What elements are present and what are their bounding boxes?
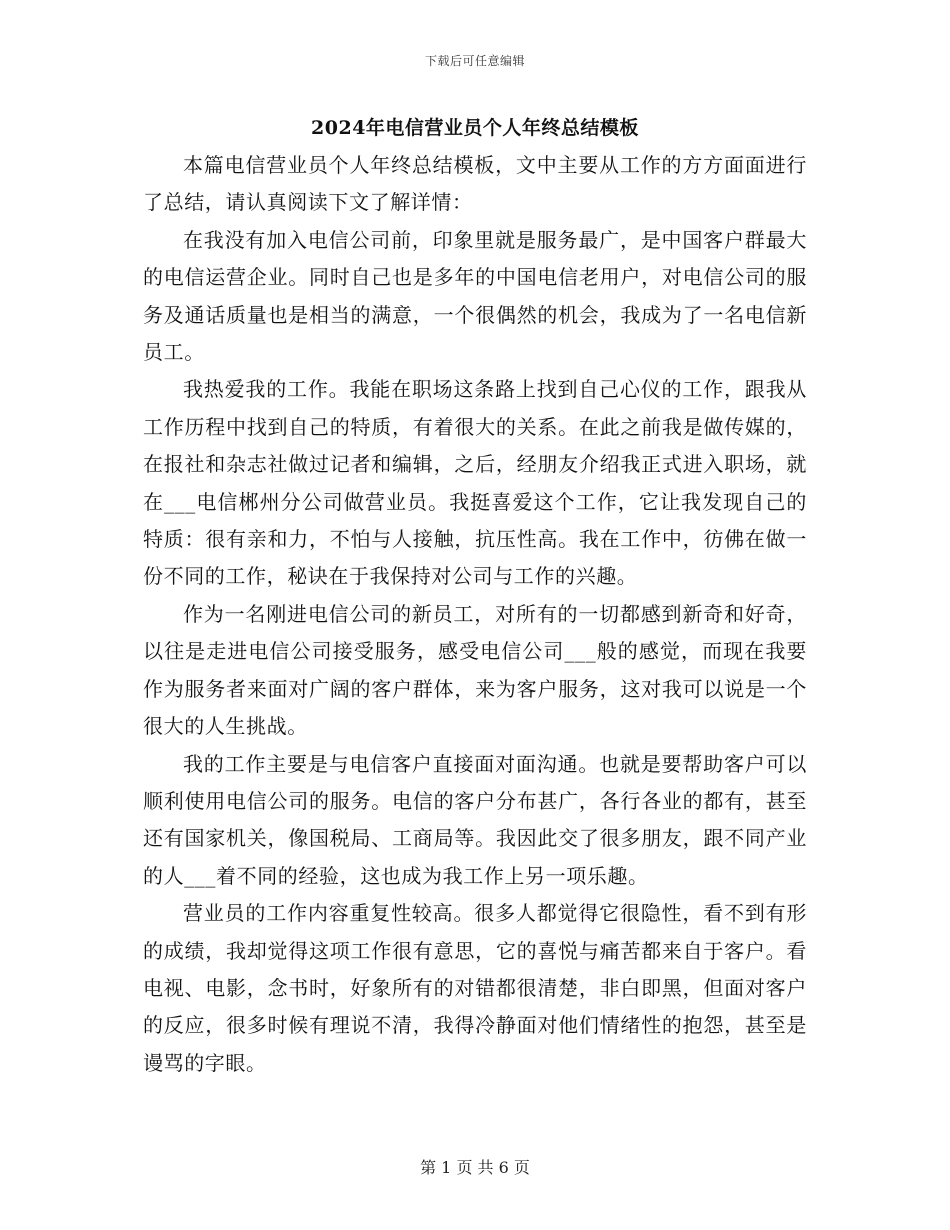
page-number-footer: 第 1 页 共 6 页: [420, 1158, 530, 1177]
paragraph-4: 我的工作主要是与电信客户直接面对面沟通。也就是要帮助客户可以顺利使用电信公司的服务。电信的客户分布甚广，各行各业的都有，甚至还有国家机关，像国税局、工商局等。我因此交了很多朋友，跟不同产业的人___着不同的经验，这也成为我工作上另一项乐趣。: [143, 751, 807, 888]
paragraph-2: 我热爱我的工作。我能在职场这条路上找到自己心仪的工作，跟我从工作历程中找到自己的特质，有着很大的关系。在此之前我是做传媒的，在报社和杂志社做过记者和编辑，之后，经朋友介绍我正式进入职场，就在___电信郴州分公司做营业员。我挺喜爱这个工作，它让我发现自己的特质：很有亲和力，不怕与人接触，抗压性高。我在工作中，彷佛在做一份不同的工作，秘诀在于我保持对公司与工作的兴趣。: [143, 377, 807, 589]
document-body: [143, 147, 807, 1082]
paragraph-intro: 本篇电信营业员个人年终总结模板，文中主要从工作的方方面面进行了总结，请认真阅读下文了解详情：: [143, 153, 807, 215]
document-title: 2024年电信营业员个人年终总结模板: [311, 117, 639, 139]
paragraph-5: 营业员的工作内容重复性较高。很多人都觉得它很隐性，看不到有形的成绩，我却觉得这项工作很有意思，它的喜悦与痛苦都来自于客户。看电视、电影，念书时，好象所有的对错都很清楚，非白即黑，但面对客户的反应，很多时候有理说不清，我得冷静面对他们情绪性的抱怨，甚至是谩骂的字眼。: [143, 901, 807, 1075]
page-header-note: 下载后可任意编辑: [424, 54, 525, 68]
paragraph-1: 在我没有加入电信公司前，印象里就是服务最广，是中国客户群最大的电信运营企业。同时自己也是多年的中国电信老用户，对电信公司的服务及通话质量也是相当的满意，一个很偶然的机会，我成为了一名电信新员工。: [143, 227, 807, 365]
paragraph-3: 作为一名刚进电信公司的新员工，对所有的一切都感到新奇和好奇，以往是走进电信公司接受服务，感受电信公司___般的感觉，而现在我要作为服务者来面对广阔的客户群体，来为客户服务，这对我可以说是一个很大的人生挑战。: [143, 601, 807, 739]
